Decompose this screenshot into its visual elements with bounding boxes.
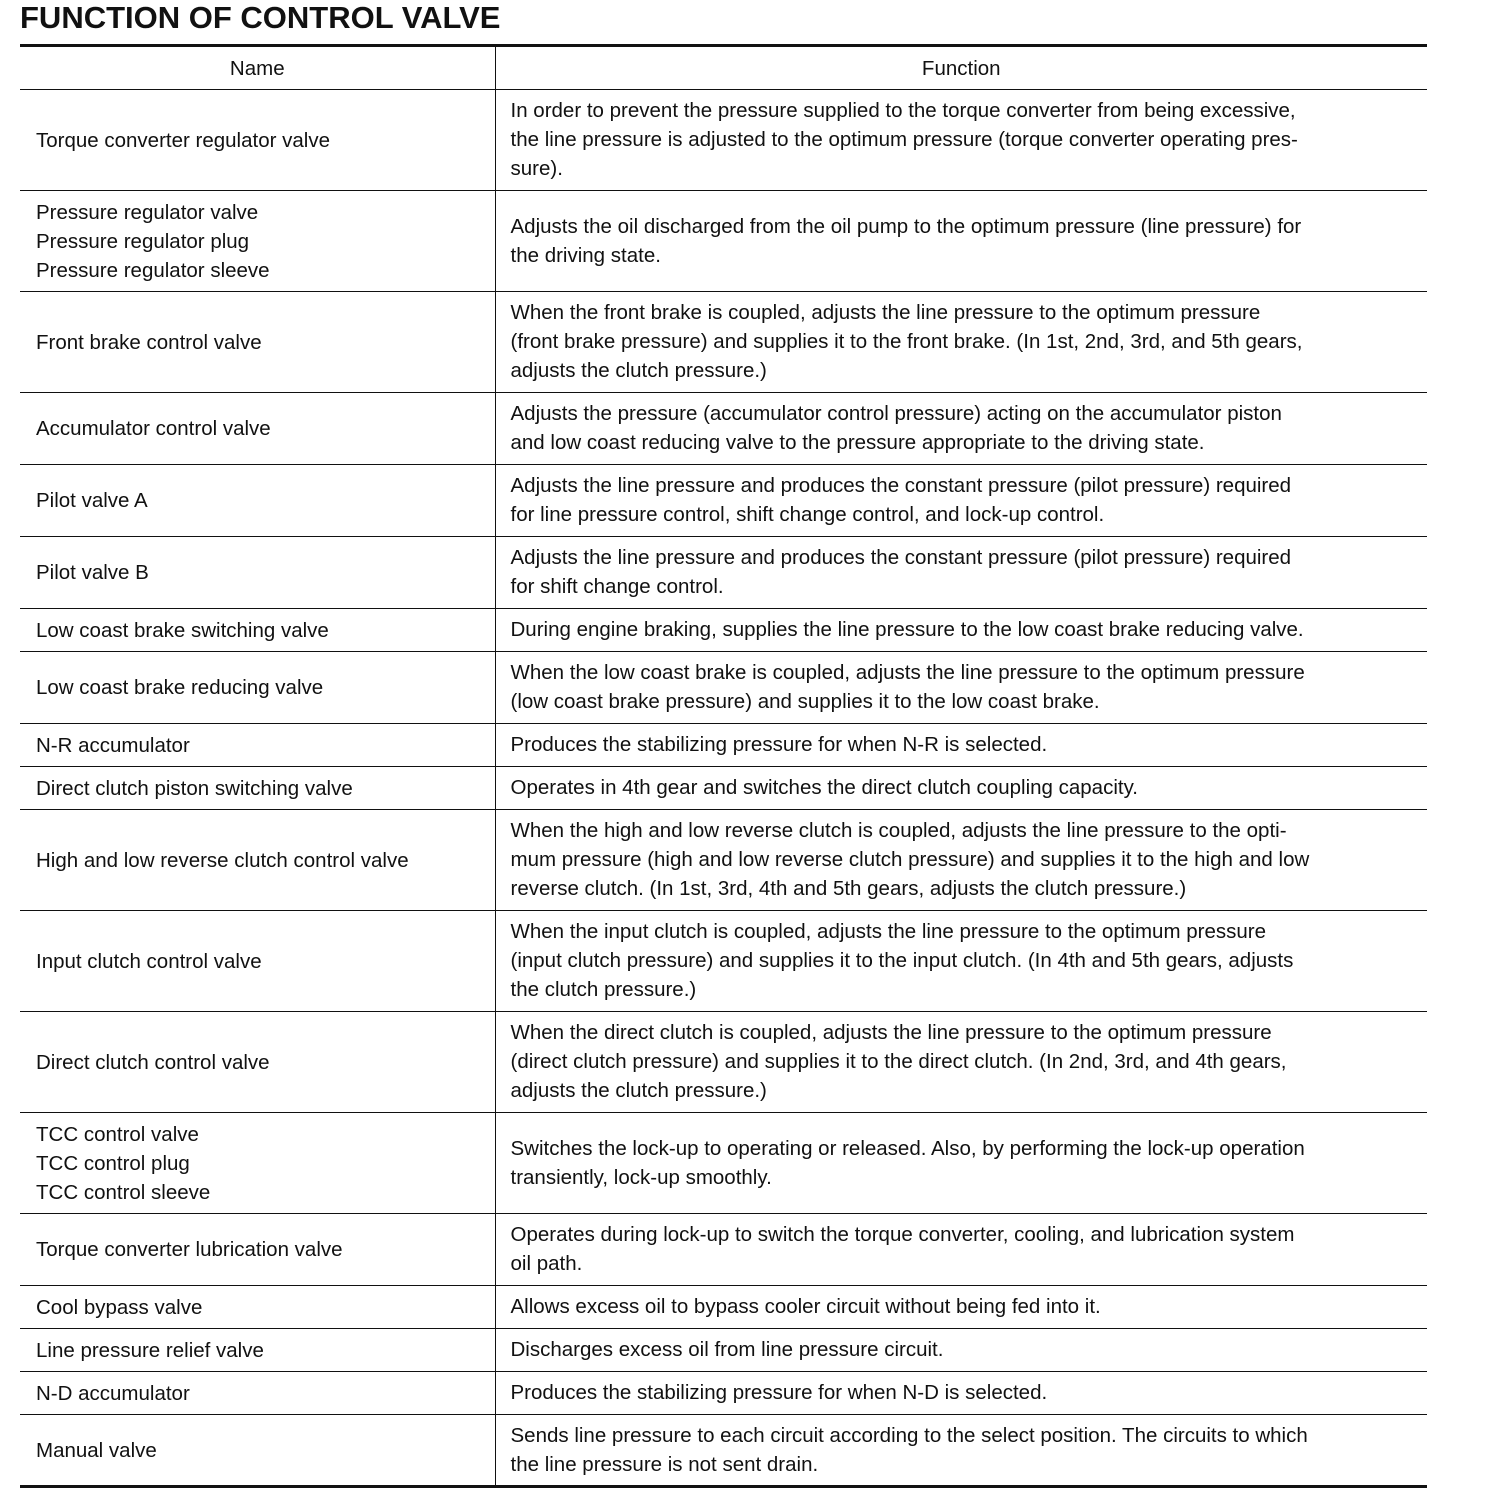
control-valve-table-container [20, 44, 1427, 1488]
table-row [20, 652, 1427, 724]
valve-function-line: adjusts the clutch pressure.) [510, 1079, 767, 1102]
valve-function-line: Adjusts the line pressure and produces the constant pressure (pilot pressure) required [510, 546, 1292, 569]
valve-function-line: reverse clutch. (In 1st, 3rd, 4th and 5th gears, adjusts the clutch pressure.) [510, 877, 1187, 900]
valve-name-cell [20, 609, 495, 652]
valve-name-line: High and low reverse clutch control valve [36, 848, 409, 872]
table-row [20, 1329, 1427, 1372]
table-row [20, 911, 1427, 1012]
page-title: FUNCTION OF CONTROL VALVE [20, 0, 501, 35]
valve-name-cell [20, 724, 495, 767]
valve-function-line: When the direct clutch is coupled, adjusts the line pressure to the optimum pressure [510, 1021, 1272, 1044]
table-row [20, 292, 1427, 393]
valve-function-line: Operates during lock-up to switch the torque converter, cooling, and lubrication system [510, 1223, 1295, 1246]
valve-function-cell [495, 810, 1427, 911]
valve-function-cell [495, 609, 1427, 652]
valve-name-line: Torque converter regulator valve [36, 128, 330, 152]
valve-name-line: Pressure regulator valve [36, 200, 259, 224]
valve-function-line: (low coast brake pressure) and supplies it to the low coast brake. [510, 690, 1100, 713]
valve-function-line: for line pressure control, shift change control, and lock-up control. [510, 503, 1105, 526]
valve-function-line: When the input clutch is coupled, adjusts the line pressure to the optimum pressure [510, 920, 1266, 943]
valve-name-line: Accumulator control valve [36, 417, 271, 440]
valve-function-line: the line pressure is adjusted to the optimum pressure (torque converter operating pres- [510, 128, 1298, 151]
table-row [20, 1113, 1427, 1214]
valve-function-line: Adjusts the oil discharged from the oil pump to the optimum pressure (line pressure) for [510, 214, 1302, 238]
valve-function-line: In order to prevent the pressure supplied to the torque converter from being excessive, [510, 99, 1296, 122]
table-row [20, 1214, 1427, 1286]
valve-function-line: for shift change control. [510, 575, 724, 598]
valve-function-line: transiently, lock-up smoothly. [510, 1165, 772, 1189]
valve-function-line: adjusts the clutch pressure.) [510, 359, 767, 382]
valve-name-cell [20, 1214, 495, 1286]
valve-name-cell [20, 1113, 495, 1214]
valve-name-line: Cool bypass valve [36, 1295, 203, 1319]
valve-function-line: (input clutch pressure) and supplies it to the input clutch. (In 4th and 5th gears, adjusts [510, 949, 1294, 972]
valve-function-line: Sends line pressure to each circuit according to the select position. The circuits to which [510, 1423, 1308, 1447]
valve-function-cell [495, 911, 1427, 1012]
valve-name-line: Pressure regulator plug [36, 229, 250, 253]
valve-function-cell [495, 465, 1427, 537]
table-row [20, 767, 1427, 810]
valve-name-line: Front brake control valve [36, 330, 262, 354]
valve-name-cell [20, 911, 495, 1012]
table-row [20, 609, 1427, 652]
valve-function-cell [495, 292, 1427, 393]
valve-name-cell [20, 537, 495, 609]
valve-function-cell [495, 537, 1427, 609]
table-row [20, 90, 1427, 191]
valve-name-line: N-R accumulator [36, 733, 190, 757]
valve-name-cell [20, 292, 495, 393]
valve-function-line: Produces the stabilizing pressure for when N-R is selected. [510, 733, 1048, 756]
valve-function-line: During engine braking, supplies the line pressure to the low coast brake reducing valve. [510, 618, 1304, 641]
valve-name-cell [20, 90, 495, 191]
valve-function-cell [495, 1113, 1427, 1214]
valve-function-cell [495, 1372, 1427, 1415]
table-row [20, 1012, 1427, 1113]
valve-function-cell [495, 1012, 1427, 1113]
valve-name-cell [20, 1012, 495, 1113]
valve-name-cell [20, 191, 495, 292]
valve-function-line: Produces the stabilizing pressure for when N-D is selected. [510, 1381, 1048, 1404]
valve-function-line: (front brake pressure) and supplies it to the front brake. (In 1st, 2nd, 3rd, and 5th gears, [510, 330, 1303, 353]
valve-function-cell [495, 724, 1427, 767]
table-header-row [20, 46, 1427, 90]
table-row [20, 1286, 1427, 1329]
valve-name-cell [20, 1286, 495, 1329]
valve-name-cell [20, 767, 495, 810]
column-header-name: Name [20, 46, 495, 90]
table-row [20, 810, 1427, 911]
valve-function-line: sure). [510, 157, 563, 180]
table-row [20, 724, 1427, 767]
valve-function-line: the clutch pressure.) [510, 978, 697, 1001]
valve-name-cell [20, 1329, 495, 1372]
valve-name-cell [20, 652, 495, 724]
table-row [20, 1415, 1427, 1487]
valve-function-cell [495, 1415, 1427, 1487]
valve-name-line: Torque converter lubrication valve [36, 1238, 343, 1261]
valve-name-cell [20, 393, 495, 465]
valve-name-line: Low coast brake switching valve [36, 618, 329, 642]
valve-function-line: When the low coast brake is coupled, adjusts the line pressure to the optimum pressure [510, 661, 1305, 684]
table-row [20, 1372, 1427, 1415]
valve-function-line: the driving state. [510, 243, 661, 267]
valve-function-line: and low coast reducing valve to the pressure appropriate to the driving state. [510, 431, 1205, 454]
valve-function-cell [495, 767, 1427, 810]
valve-name-line: Pilot valve B [36, 561, 149, 584]
valve-name-line: Line pressure relief valve [36, 1338, 264, 1362]
valve-function-cell [495, 1286, 1427, 1329]
valve-function-line: When the high and low reverse clutch is coupled, adjusts the line pressure to the opti- [510, 819, 1287, 842]
valve-name-line: Direct clutch piston switching valve [36, 776, 353, 800]
table-row [20, 465, 1427, 537]
valve-function-line: When the front brake is coupled, adjusts the line pressure to the optimum pressure [510, 301, 1261, 324]
valve-function-line: Operates in 4th gear and switches the direct clutch coupling capacity. [510, 776, 1138, 799]
control-valve-table [20, 44, 1427, 1488]
valve-name-cell [20, 465, 495, 537]
valve-function-line: (direct clutch pressure) and supplies it to the direct clutch. (In 2nd, 3rd, and 4th gears, [510, 1050, 1287, 1073]
valve-function-line: mum pressure (high and low reverse clutch pressure) and supplies it to the high and low [510, 848, 1310, 871]
valve-name-line: Input clutch control valve [36, 949, 262, 973]
valve-function-line: Adjusts the line pressure and produces the constant pressure (pilot pressure) required [510, 474, 1292, 497]
valve-name-line: Pressure regulator sleeve [36, 258, 270, 282]
valve-name-line: Pilot valve A [36, 489, 148, 512]
valve-function-line: oil path. [510, 1252, 583, 1275]
table-body [20, 90, 1427, 1487]
valve-function-cell [495, 1214, 1427, 1286]
valve-name-line: TCC control plug [36, 1151, 190, 1175]
valve-function-cell [495, 393, 1427, 465]
table-row [20, 191, 1427, 292]
valve-name-line: TCC control valve [36, 1122, 199, 1146]
valve-function-line: the line pressure is not sent drain. [510, 1452, 819, 1476]
valve-function-cell [495, 652, 1427, 724]
valve-function-cell [495, 191, 1427, 292]
valve-function-line: Allows excess oil to bypass cooler circuit without being fed into it. [510, 1295, 1101, 1318]
valve-name-cell [20, 1372, 495, 1415]
valve-function-line: Switches the lock-up to operating or released. Also, by performing the lock-up operation [510, 1136, 1305, 1160]
valve-function-line: Discharges excess oil from line pressure circuit. [510, 1338, 944, 1361]
table-row [20, 393, 1427, 465]
valve-name-line: TCC control sleeve [36, 1180, 211, 1204]
valve-name-line: Direct clutch control valve [36, 1050, 270, 1074]
table-row [20, 537, 1427, 609]
valve-function-cell [495, 1329, 1427, 1372]
valve-name-line: N-D accumulator [36, 1381, 190, 1405]
column-header-function: Function [495, 46, 1427, 90]
valve-function-cell [495, 90, 1427, 191]
valve-name-line: Low coast brake reducing valve [36, 676, 324, 699]
valve-name-cell [20, 810, 495, 911]
valve-name-line: Manual valve [36, 1438, 157, 1462]
valve-name-cell [20, 1415, 495, 1487]
valve-function-line: Adjusts the pressure (accumulator control pressure) acting on the accumulator piston [510, 402, 1282, 425]
